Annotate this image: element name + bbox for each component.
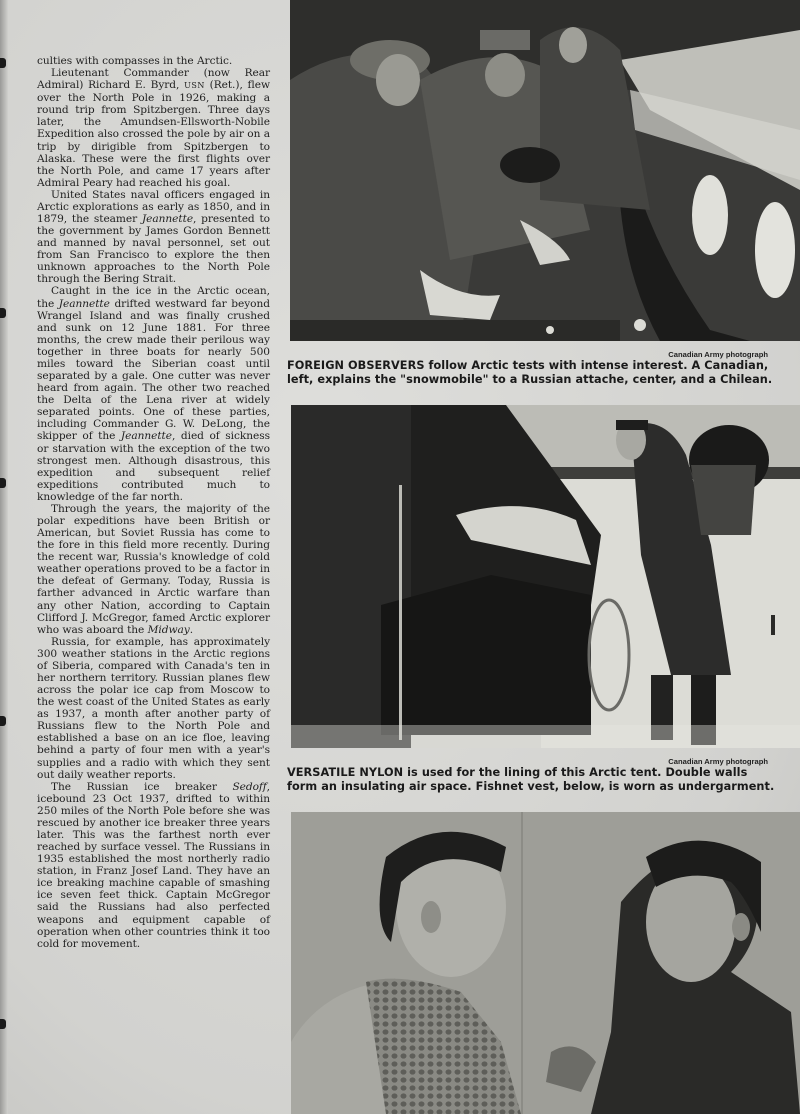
caption-line: left, explains the "snowmobile" to a Russian attache, center, and a Chilean. (287, 372, 773, 386)
page-edge-shadow (0, 0, 8, 1114)
article-paragraph (37, 781, 270, 950)
italic-title: Sedoff (232, 780, 267, 793)
photo-arctic-tent (291, 405, 800, 748)
photo-credit: Canadian Army photograph (668, 350, 768, 359)
text-run: USN (184, 81, 205, 91)
text-run: , died of sickness or starvation with the exception of the two strongest men. Although disastrous, this expedition and subsequent relief expeditions contributed much to knowledge of the far north. (37, 430, 270, 503)
text-run: Russia, for example, has approximately 300 weather stations in the Arctic regions of Siberia, compared with Canada's ten in her northern territory. Russian planes flew across the polar ice cap from Moscow to the west coast of the United States as early as 1937, a month after another party of Russians flew to the North Pole and established a base on an ice floe, leaving behind a party of four men with a year's supplies and a radio with which they sent out daily weather reports. (37, 635, 270, 781)
text-run: (Ret.), flew over the North Pole in 1926, making a round trip from Spitzbergen. Three days later, the Amundsen-Ellsworth-Nobile Expedition also crossed the pole by air on a trip by dirigible from Spitzbergen to Alaska. These were the first flights over the North Pole, and came 17 years after Admiral Peary had reached his goal. (37, 79, 270, 189)
photo-credit: Canadian Army photograph (668, 757, 768, 766)
italic-title: Jeannette (141, 213, 194, 226)
italic-title: Jeannette (120, 430, 172, 443)
text-run: culties with compasses in the Arctic. (37, 55, 233, 67)
article-paragraph (37, 55, 270, 67)
text-run: United States naval officers engaged in Arctic explorations as early as 1850, and in 1879, the steamer (37, 188, 270, 226)
binder-hole-mark (0, 478, 6, 488)
text-run: , icebound 23 Oct 1937, drifted to within 250 miles of the North Pole before she was rescued by another ice breaker three years later. This was the farthest north ever reached by surface vessel. The Russians in 1935 established the most northerly radio station, in Franz Josef Land. They have an ice breaking machine capable of smashing ice seven feet thick. Captain McGregor said the Russians had also perfected weapons and equipment capable of operation when other countries think it too cold for movement. (37, 780, 270, 950)
caption-line: FOREIGN OBSERVERS follow Arctic tests with intense interest. A Canadian, (287, 359, 769, 372)
text-run: , presented to the government by James Gordon Bennett and manned by naval personnel, set out from San Francisco to explore the then unknown approaches to the North Pole through the Bering Strait. (37, 213, 270, 286)
photo-foreign-observers (290, 0, 800, 341)
caption-line: VERSATILE NYLON is used for the lining of this Arctic tent. Double walls (287, 766, 748, 779)
article-paragraph (37, 189, 270, 286)
photo-caption (287, 359, 771, 386)
photo-caption (287, 766, 775, 793)
binder-hole-mark (0, 1019, 6, 1029)
article-paragraph (37, 636, 270, 781)
text-run: Through the years, the majority of the polar expeditions have been British or American, but Soviet Russia has come to the fore in this field more recently. During the recent war, Russia's knowledge of cold weather operations proved to be a factor in the defeat of Germany. Today, Russia is farther advanced in Arctic warfare than any other Nation, according to Captain Clifford J. McGregor, famed Arctic explorer who was aboard the (37, 502, 270, 636)
italic-title: Midway (147, 623, 190, 636)
caption-line: form an insulating air space. Fishnet vest, below, is worn as undergarment. (287, 779, 775, 793)
article-paragraph (37, 503, 270, 636)
text-run: Lieutenant Commander (now Rear Admiral) Richard E. Byrd, (37, 67, 270, 92)
binder-hole-mark (0, 716, 6, 726)
italic-title: Jeannette (58, 297, 110, 310)
binder-hole-mark (0, 58, 6, 68)
binder-hole-mark (0, 308, 6, 318)
text-run: . (189, 623, 194, 636)
photo-fishnet-vest (291, 812, 800, 1114)
text-run: Caught in the ice in the Arctic ocean, the (37, 285, 270, 310)
article-paragraph (37, 285, 270, 502)
article-column (37, 55, 270, 950)
text-run: The Russian ice breaker (51, 780, 233, 793)
article-paragraph (37, 67, 270, 189)
text-run: drifted westward far beyond Wrangel Island and was finally crushed and sunk on 12 June 1881. For three months, the crew made their perilous way together in three boats for nearly 500 miles toward the Siberian coast until separated by a gale. One cutter was never heard from again. The other two reached the Delta of the Lena river at widely separated points. One of these parties, including Commander G. W. DeLong, the skipper of the (37, 297, 270, 443)
